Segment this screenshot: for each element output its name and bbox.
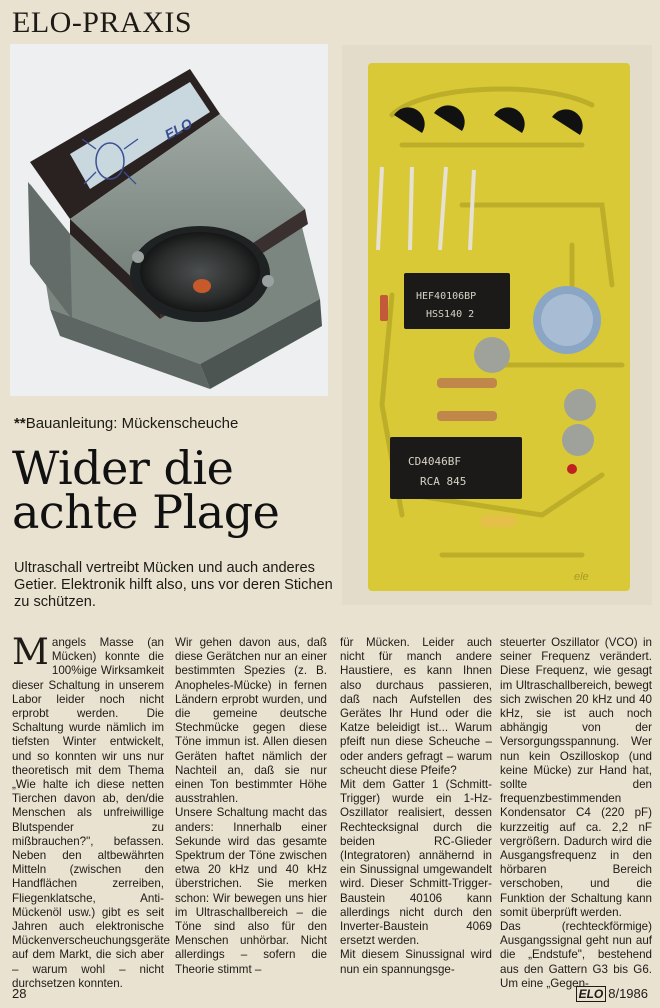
article-kicker <box>14 415 238 432</box>
body-paragraph: Mit diesem Sinussignal wird nun ein spannungsge- <box>340 948 492 976</box>
ic-chip-1 <box>404 273 510 329</box>
body-paragraph: Das (rechteckförmige) Ausgangssignal geht nun auf die „Endstufe", bestehend aus den Gattern G3 bis G6. Um eine „Gegen- <box>500 920 652 990</box>
issue-number: 8/1986 <box>608 986 648 1001</box>
headline-line-2: achte Plage <box>12 485 280 539</box>
svg-text:RCA 845: RCA 845 <box>420 475 467 488</box>
body-paragraph: steuerter Oszillator (VCO) in seiner Frequenz verändert. Diese Frequenz, wie gesagt im Ultraschallbereich, bewegt sich zwischen 20 kHz und 40 kHz, sie ist auch noch abhängig von der Versorgungsspannung. Wer nun kein Oszilloskop (und keine Mücke) zur Hand hat, sollte den frequenzbestimmenden Kondensator C4 (220 pF) kurzzeitig auf ca. 2,2 nF vergrößern. Dadurch wird die Ausgangsfrequenz in den hörbaren Bereich verschoben, und die Funktion der Schaltung kann somit überprüft werden. <box>500 636 652 919</box>
device-illustration <box>10 44 328 396</box>
body-paragraph: für Mücken. Leider auch nicht für manch andere Haustiere, es kann Ihnen also durchaus passieren, daß nach Aufstellen des Gerätes Ihr Hund oder die Katze beleidigt ist... Warum pfeift nun diese Scheuche – oder anders gefragt – warum scheucht diese Pfeife? <box>340 636 492 777</box>
drop-cap: M <box>12 632 49 673</box>
svg-text:HEF40106BP: HEF40106BP <box>416 291 477 302</box>
device-photo <box>10 44 328 396</box>
svg-text:CD4046BF: CD4046BF <box>408 455 461 468</box>
issue-footer <box>576 986 648 1001</box>
headline-line-1: Wider die <box>12 441 234 495</box>
ic-chip-2 <box>390 437 522 499</box>
kicker-text: Bauanleitung: Mückenscheuche <box>25 415 239 432</box>
page-number: 28 <box>12 986 27 1001</box>
article-lead: Ultraschall vertreibt Mücken und auch anderes Getier. Elektronik hilft also, uns vor deren Stichen zu schützen. <box>14 560 333 610</box>
body-column-2 <box>175 636 327 977</box>
body-column-3 <box>340 636 492 977</box>
body-column-1 <box>12 632 170 991</box>
section-header: ELO-PRAXIS <box>12 6 193 39</box>
body-column-4 <box>500 636 652 991</box>
pcb-illustration <box>342 45 652 605</box>
kicker-stars: ** <box>14 415 26 432</box>
body-paragraph: Mit dem Gatter 1 (Schmitt-Trigger) wurde ein 1-Hz-Oszillator realisiert, dessen Rechtecksignal durch die beiden RC-Glieder (Integratoren) annähernd in ein Sinussignal umgewandelt wird. Dieser Schmitt-Trigger-Baustein 40106 kann allerdings nicht durch den Inverter-Baustein 4069 ersetzt werden. <box>340 778 492 948</box>
capacitor-icon <box>533 286 601 354</box>
body-paragraph: Wir gehen davon aus, daß diese Gerätchen nur an einer bestimmten Spezies (z. B. Anopheles-Mücke) in fernen Ländern erprobt wurden, und die gemeine deutsche Stechmücke gegen diese Töne immun ist. Allen diesen Geräten haftet nämlich der Nachteil an, daß sie nur einen Ton bestimmter Höhe ausstrahlen. <box>175 636 327 806</box>
pcb-photo <box>342 45 652 605</box>
article-headline <box>12 441 280 539</box>
body-paragraph: Mangels Masse (an Mücken) konnte die 100%ige Wirksamkeit dieser Schaltung in unserem Labor leider noch nicht erprobt werden. Die Schaltung wurde nämlich im tiefsten Winter entwickelt, und so konnten wir uns nur theoretisch mit dem Thema „Wie halte ich diese netten Tierchen davon ab, den/die Menschen als unfreiwillige Blutspender zu mißbrauchen?", befassen. Neben den altbewährten Mitteln (zwischen den Handflächen zerreiben, Fliegenklatsche, Anti-Mückenöl usw.) gibt es seit Jahren auch elektronische Mückenverscheuchungsgeräte auf dem Markt, die sich aber – warum wohl – nicht durchsetzen konnten. <box>12 632 170 990</box>
device-logo: ELO <box>161 115 195 143</box>
body-paragraph: Unsere Schaltung macht das anders: Innerhalb einer Sekunde wird das gesamte Spektrum der Töne zwischen etwa 20 kHz und 40 kHz überstrichen. Sie merken schon: Wir bewegen uns hier im Ultraschallbereich – die Töne sind also für den Menschen unhörbar. Nicht allerdings – sofern die Theorie stimmt – <box>175 806 327 976</box>
svg-text:HSS140 2: HSS140 2 <box>426 309 475 320</box>
magazine-logo: ELO <box>576 986 607 1002</box>
pcb-corner-mark: ele <box>574 571 589 583</box>
